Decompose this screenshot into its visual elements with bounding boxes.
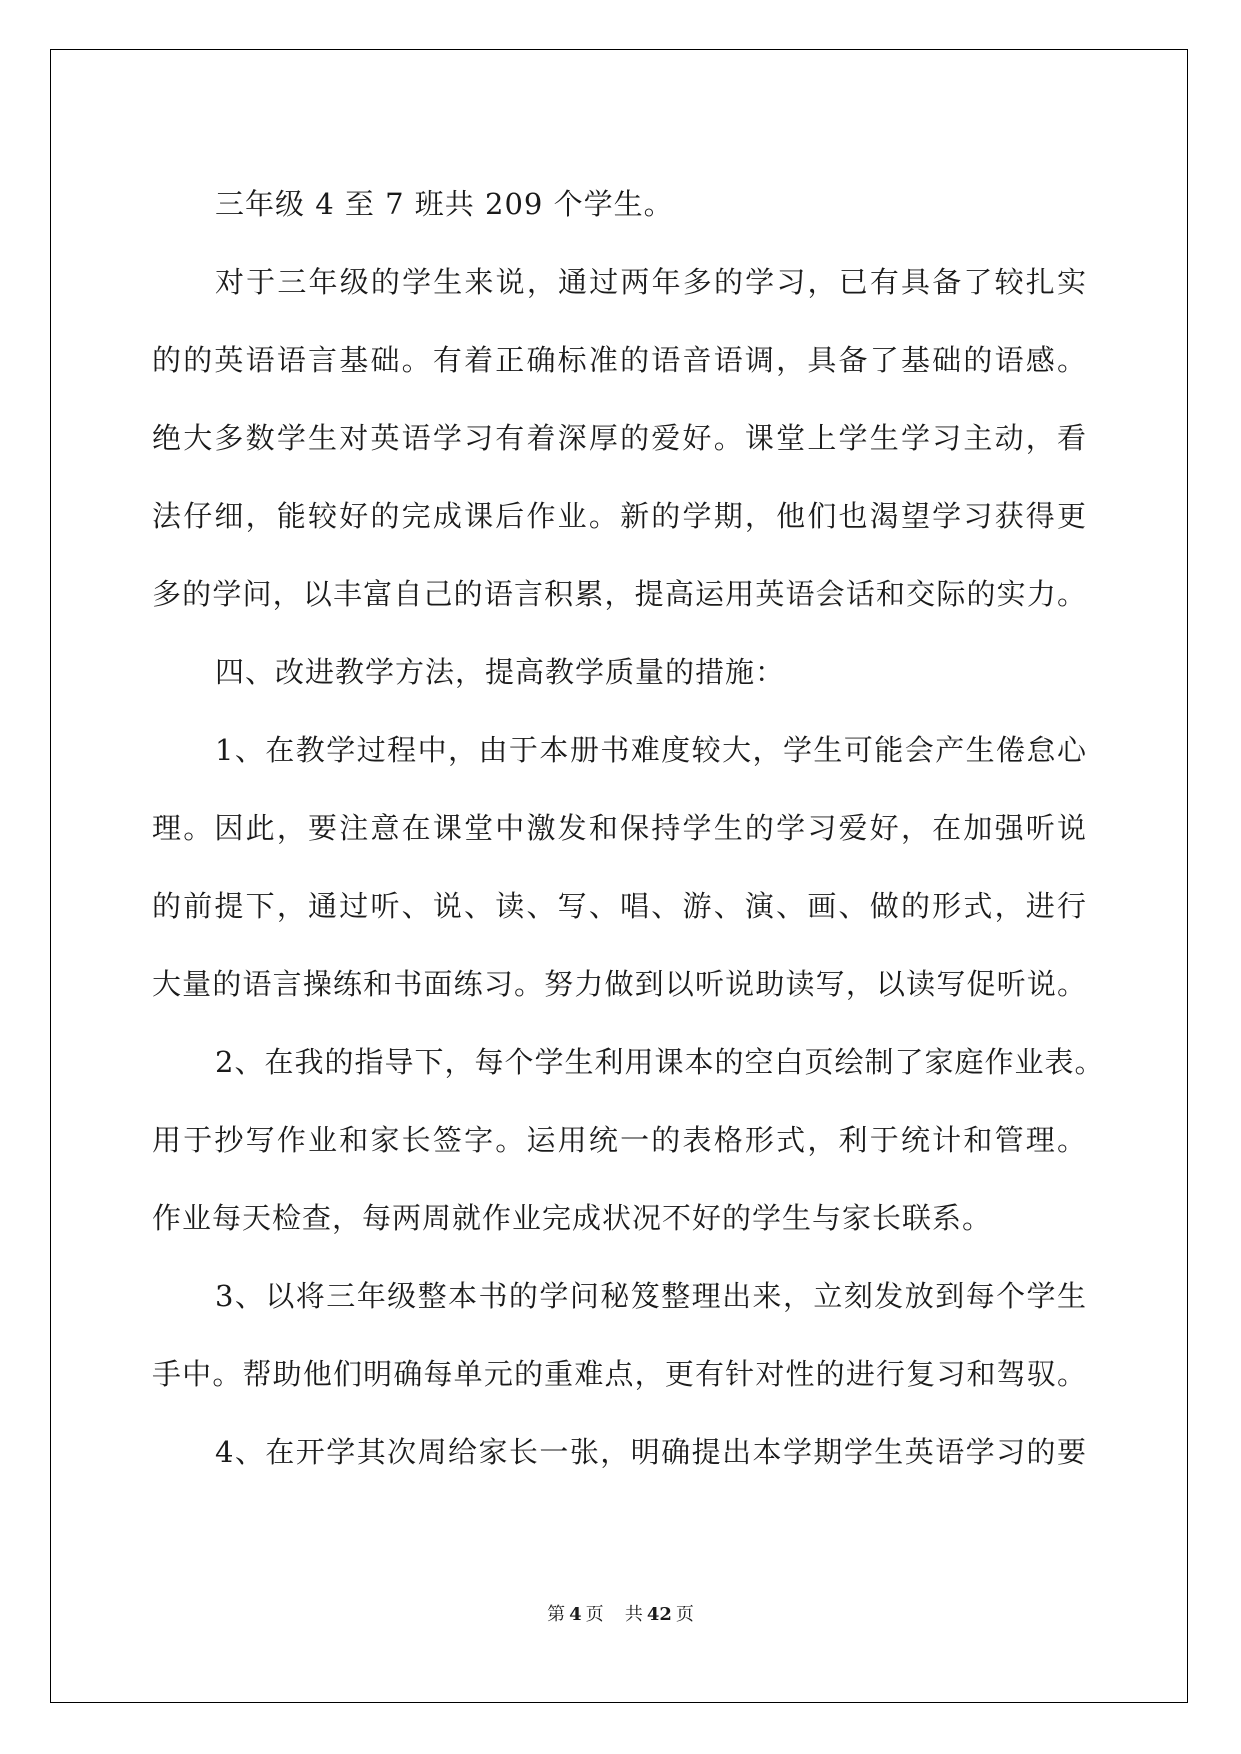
document-body (152, 165, 1105, 1491)
total-pages: 42 (646, 1604, 672, 1625)
page-number: 4 (569, 1604, 582, 1625)
section-heading: 四、改进教学方法，提高教学质量的措施： (215, 655, 786, 689)
paragraph-line: 2、在我的指导下，每个学生利用课本的空白页绘制了家庭作业表。 (215, 1045, 1105, 1079)
paragraph-line: 法仔细，能较好的完成课后作业。新的学期，他们也渴望学习获得更 (152, 499, 1087, 533)
paragraph-line: 3、以将三年级整本书的学问秘笈整理出来，立刻发放到每个学生 (215, 1279, 1087, 1313)
paragraph-line: 大量的语言操练和书面练习。努力做到以听说助读写，以读写促听说。 (152, 967, 1087, 1001)
paragraph-line: 的的英语语言基础。有着正确标准的语音语调，具备了基础的语感。 (152, 343, 1087, 377)
paragraph-line: 的前提下，通过听、说、读、写、唱、游、演、画、做的形式，进行 (152, 889, 1087, 923)
total-prefix: 共 (624, 1604, 643, 1625)
paragraph-line: 多的学问，以丰富自己的语言积累，提高运用英语会话和交际的实力。 (152, 577, 1087, 611)
paragraph-line: 1、在教学过程中，由于本册书难度较大，学生可能会产生倦怠心 (215, 733, 1087, 767)
paragraph-line: 用于抄写作业和家长签字。运用统一的表格形式，利于统计和管理。 (152, 1123, 1087, 1157)
paragraph-line: 对于三年级的学生来说，通过两年多的学习，已有具备了较扎实 (215, 265, 1087, 299)
paragraph-line: 绝大多数学生对英语学习有着深厚的爱好。课堂上学生学习主动，看 (152, 421, 1087, 455)
footer-prefix: 第 (547, 1604, 566, 1625)
total-suffix: 页 (675, 1604, 694, 1625)
page-suffix: 页 (585, 1604, 604, 1625)
paragraph-line: 作业每天检查，每两周就作业完成状况不好的学生与家长联系。 (152, 1201, 993, 1235)
paragraph-line: 三年级 4 至 7 班共 209 个学生。 (215, 187, 674, 221)
paragraph-line: 4、在开学其次周给家长一张，明确提出本学期学生英语学习的要 (215, 1435, 1087, 1469)
page-footer (0, 1600, 1241, 1626)
paragraph-line: 理。因此，要注意在课堂中激发和保持学生的学习爱好，在加强听说 (152, 811, 1087, 845)
paragraph-line: 手中。帮助他们明确每单元的重难点，更有针对性的进行复习和驾驭。 (152, 1357, 1087, 1391)
